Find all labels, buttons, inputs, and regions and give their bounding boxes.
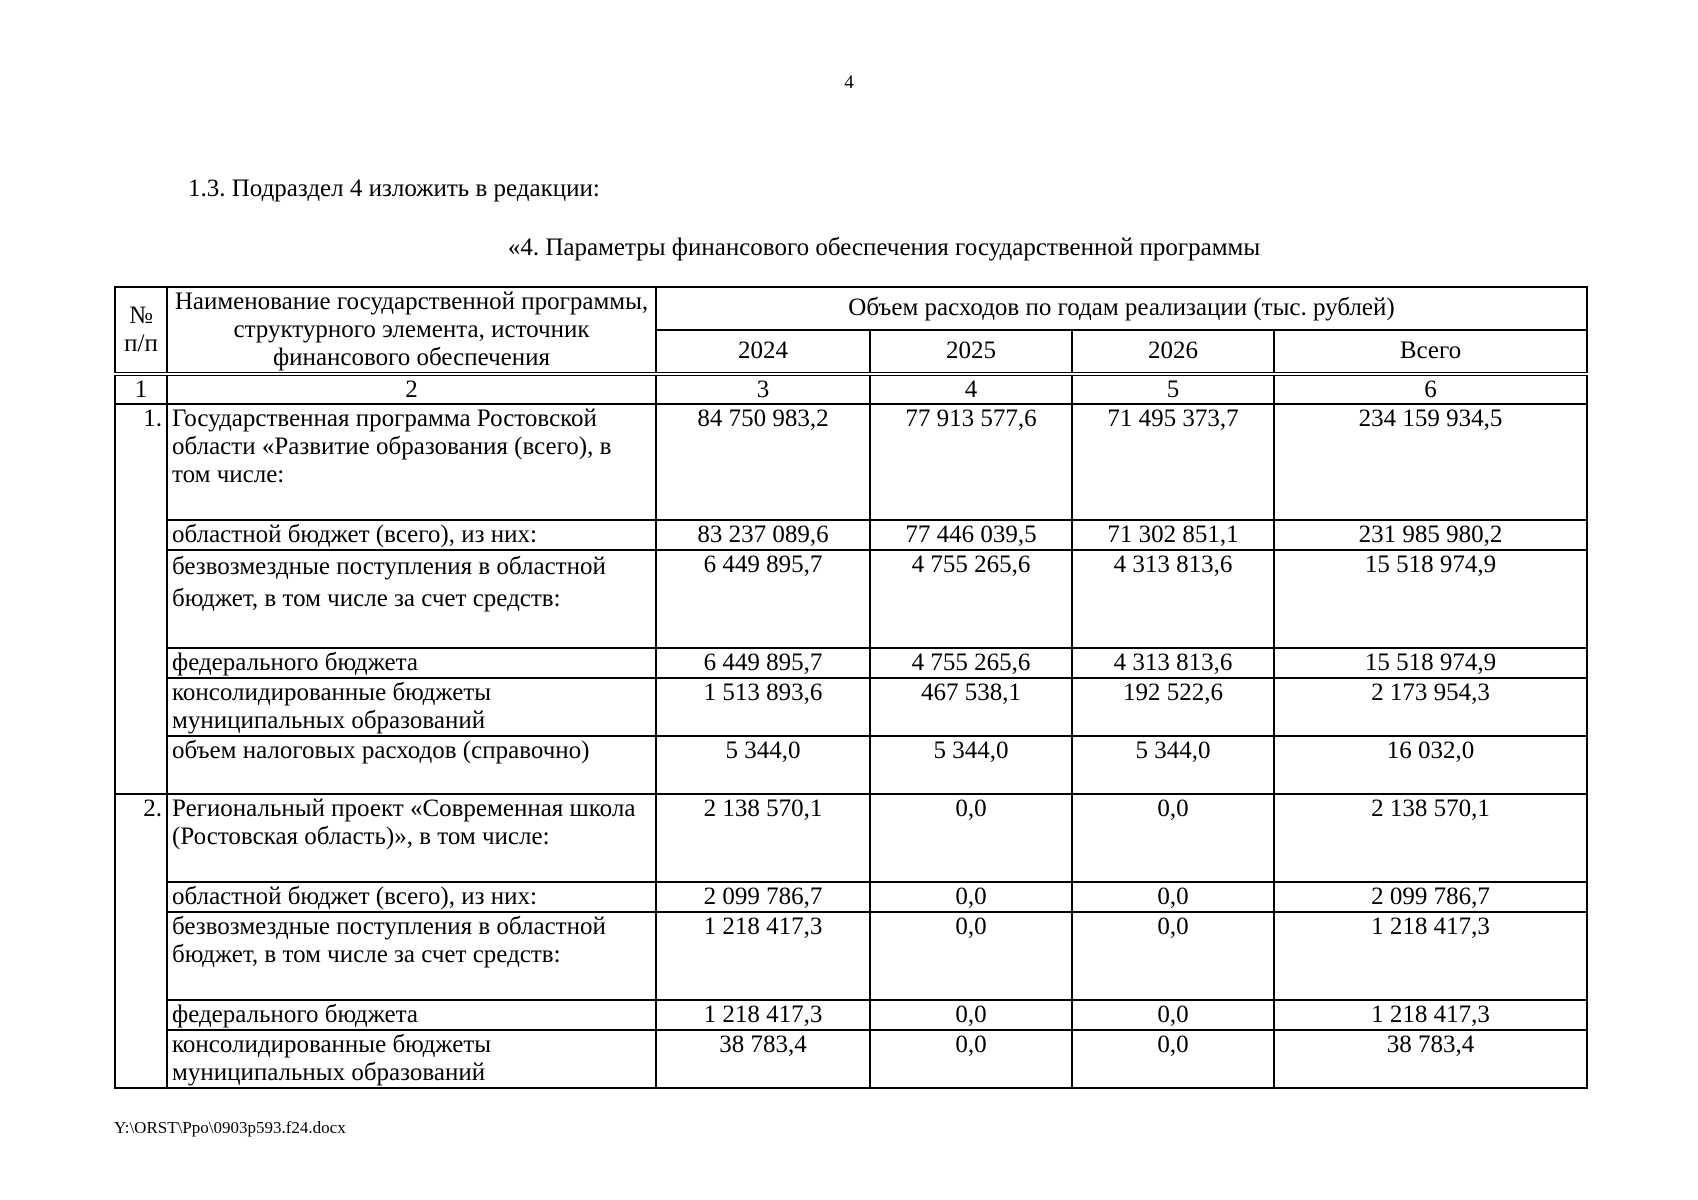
value-2025: 77 913 577,6	[870, 404, 1072, 520]
value-2024: 6 449 895,7	[656, 648, 870, 678]
value-2025: 5 344,0	[870, 736, 1072, 794]
header-year-2025: 2025	[870, 330, 1072, 374]
value-2024: 1 218 417,3	[656, 1000, 870, 1030]
value-2025: 0,0	[870, 794, 1072, 882]
table-row	[115, 550, 1587, 648]
row-name: областной бюджет (всего), из них:	[167, 882, 656, 912]
value-2024: 2 099 786,7	[656, 882, 870, 912]
row-name: безвозмездные поступления в областной бюджет, в том числе за счет средств:	[167, 550, 656, 648]
table-row	[115, 882, 1587, 912]
value-total: 15 518 974,9	[1274, 648, 1587, 678]
value-total: 1 218 417,3	[1274, 1000, 1587, 1030]
value-2026: 5 344,0	[1072, 736, 1274, 794]
value-2026: 192 522,6	[1072, 678, 1274, 736]
value-2026: 0,0	[1072, 912, 1274, 1000]
row-name: федерального бюджета	[167, 1000, 656, 1030]
value-total: 16 032,0	[1274, 736, 1587, 794]
column-number: 4	[870, 374, 1072, 404]
value-2024: 38 783,4	[656, 1030, 870, 1088]
row-name: консолидированные бюджеты муниципальных образований	[167, 1030, 656, 1088]
value-2024: 83 237 089,6	[656, 520, 870, 550]
value-total: 2 099 786,7	[1274, 882, 1587, 912]
row-number: 1.	[115, 404, 167, 794]
column-number: 5	[1072, 374, 1274, 404]
table-row	[115, 1000, 1587, 1030]
value-2024: 6 449 895,7	[656, 550, 870, 648]
value-2024: 1 218 417,3	[656, 912, 870, 1000]
value-2025: 4 755 265,6	[870, 550, 1072, 648]
value-2025: 0,0	[870, 882, 1072, 912]
value-2026: 0,0	[1072, 1000, 1274, 1030]
column-number: 1	[115, 374, 167, 404]
row-name: федерального бюджета	[167, 648, 656, 678]
value-total: 234 159 934,5	[1274, 404, 1587, 520]
column-number: 2	[167, 374, 656, 404]
value-2026: 4 313 813,6	[1072, 550, 1274, 648]
value-total: 2 138 570,1	[1274, 794, 1587, 882]
row-name: Государственная программа Ростовской области «Развитие образования (всего), в том числе:	[167, 404, 656, 520]
table-row	[115, 912, 1587, 1000]
value-2025: 77 446 039,5	[870, 520, 1072, 550]
row-name: консолидированные бюджеты муниципальных образований	[167, 678, 656, 736]
value-total: 38 783,4	[1274, 1030, 1587, 1088]
row-name: областной бюджет (всего), из них:	[167, 520, 656, 550]
file-path-footer: Y:\ORST\Ppo\0903p593.f24.docx	[114, 1118, 346, 1137]
table-row	[115, 794, 1587, 882]
header-year-2024: 2024	[656, 330, 870, 374]
row-number: 2.	[115, 794, 167, 1088]
column-number: 3	[656, 374, 870, 404]
table-row	[115, 736, 1587, 794]
value-2025: 0,0	[870, 1000, 1072, 1030]
header-volume: Объем расходов по годам реализации (тыс. рублей)	[656, 287, 1587, 330]
header-total: Всего	[1274, 330, 1587, 374]
value-total: 1 218 417,3	[1274, 912, 1587, 1000]
value-2024: 5 344,0	[656, 736, 870, 794]
value-2024: 1 513 893,6	[656, 678, 870, 736]
intro-paragraph: 1.3. Подраздел 4 изложить в редакции:	[188, 175, 600, 202]
table-row	[115, 404, 1587, 520]
value-2025: 0,0	[870, 1030, 1072, 1088]
page-number: 4	[844, 72, 854, 93]
value-2024: 84 750 983,2	[656, 404, 870, 520]
value-2026: 71 495 373,7	[1072, 404, 1274, 520]
value-2024: 2 138 570,1	[656, 794, 870, 882]
table-title: «4. Параметры финансового обеспечения государственной программы	[507, 234, 1261, 261]
header-name: Наименование государственной программы, структурного элемента, источник финансового обеспечения	[167, 287, 656, 374]
value-total: 15 518 974,9	[1274, 550, 1587, 648]
value-2026: 4 313 813,6	[1072, 648, 1274, 678]
table-row	[115, 648, 1587, 678]
value-2025: 467 538,1	[870, 678, 1072, 736]
row-name: Региональный проект «Современная школа (Ростовская область)», в том числе:	[167, 794, 656, 882]
row-name: объем налоговых расходов (справочно)	[167, 736, 656, 794]
table-row	[115, 520, 1587, 550]
value-2026: 0,0	[1072, 794, 1274, 882]
value-total: 2 173 954,3	[1274, 678, 1587, 736]
finance-table	[114, 286, 1588, 1089]
value-2025: 4 755 265,6	[870, 648, 1072, 678]
column-number: 6	[1274, 374, 1587, 404]
table-row	[115, 1030, 1587, 1088]
value-2026: 0,0	[1072, 1030, 1274, 1088]
value-2025: 0,0	[870, 912, 1072, 1000]
header-num: № п/п	[115, 287, 167, 374]
value-total: 231 985 980,2	[1274, 520, 1587, 550]
table-row	[115, 678, 1587, 736]
value-2026: 0,0	[1072, 882, 1274, 912]
row-name: безвозмездные поступления в областной бюджет, в том числе за счет средств:	[167, 912, 656, 1000]
header-year-2026: 2026	[1072, 330, 1274, 374]
value-2026: 71 302 851,1	[1072, 520, 1274, 550]
